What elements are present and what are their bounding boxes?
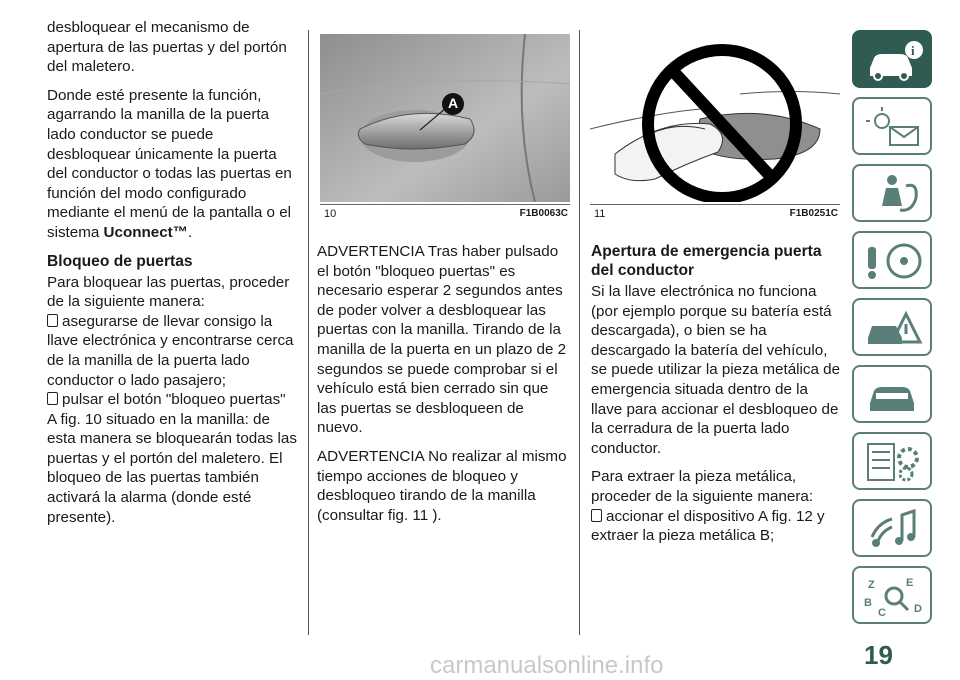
figure-rule [590, 204, 840, 205]
maintenance-icon [862, 373, 926, 419]
watermark: carmanualsonline.info [430, 652, 664, 679]
svg-text:Z: Z [868, 579, 875, 591]
paragraph: desbloquear el mecanismo de apertura de las puertas y del portón del maletero. [47, 19, 287, 76]
svg-text:C: C [878, 607, 886, 619]
bullet-item [47, 312, 297, 390]
safety-icon [862, 172, 926, 218]
tab-warning-lights[interactable] [852, 97, 932, 155]
figure-rule [320, 204, 570, 205]
bullet-icon [47, 314, 58, 327]
emergency-icon [862, 306, 926, 352]
paragraph: Si la llave electrónica no funciona (por ejemplo porque su batería está descargada), o bien se ha descargado la batería del vehículo, se puede utilizar la pieza metálica de emergencia situada dentro de la llave para accionar el desbloqueo de la cerradura de la puerta lado conductor. [591, 283, 841, 457]
figure-number: 11 [594, 208, 606, 220]
figure-code: F1B0063C [519, 208, 568, 219]
prohibition-image [590, 34, 840, 202]
svg-text:E: E [906, 577, 914, 589]
bullet-item [591, 507, 843, 546]
svg-text:D: D [914, 603, 922, 615]
section-heading: Bloqueo de puertas [47, 252, 193, 270]
tab-car-info[interactable] [852, 30, 932, 88]
figure-code: F1B0251C [789, 208, 838, 219]
svg-text:B: B [864, 597, 872, 609]
figure-10 [320, 34, 570, 224]
specs-icon [862, 440, 926, 486]
bullet-item [47, 390, 297, 527]
figure-number: 10 [324, 208, 337, 220]
bullet-text: asegurarse de llevar consigo la llave electrónica y encontrarse cerca de la manilla de la puerta lado conductor o lado pasajero; [47, 312, 294, 389]
bullet-text: accionar el dispositivo A fig. 12 y extraer la pieza metálica B; [591, 507, 825, 545]
driving-icon [862, 239, 926, 285]
bullet-icon [47, 392, 58, 405]
warning-paragraph: ADVERTENCIA No realizar al mismo tiempo acciones de bloqueo y desbloqueo tirando de la manilla (consultar fig. 11 ). [317, 447, 567, 524]
text: Donde esté presente la función, agarrando la manilla de la puerta lado conductor se puede desbloquear únicamente la puerta del conductor o todas las puertas en función del modo configurado mediante el menú de la pantalla o el sistema [47, 86, 292, 241]
tab-maintenance[interactable] [852, 365, 932, 423]
column-middle [317, 242, 569, 534]
svg-text:i: i [911, 43, 915, 58]
paragraph [47, 86, 297, 243]
tab-driving[interactable] [852, 231, 932, 289]
callout-a: A [448, 95, 459, 111]
paragraph: Para extraer la pieza metálica, proceder de la siguiente manera: [591, 468, 814, 505]
tab-index[interactable] [852, 566, 932, 624]
column-divider [308, 30, 309, 635]
column-left [47, 18, 297, 527]
figure-11 [590, 34, 840, 224]
bullet-text: pulsar el botón "bloqueo puertas" A fig. 10 situado en la manilla: de esta manera se bloquearán todas las puertas y el portón del maletero. El bloqueo de las puertas también activará la alarma (donde esté presente). [47, 391, 297, 526]
paragraph: Para bloquear las puertas, proceder de la siguiente manera: [47, 273, 290, 311]
tab-specs[interactable] [852, 432, 932, 490]
column-divider [579, 30, 580, 635]
tab-emergency[interactable] [852, 298, 932, 356]
page-number: 19 [864, 640, 893, 670]
multimedia-icon [862, 507, 926, 553]
bullet-icon [591, 509, 602, 522]
tab-multimedia[interactable] [852, 499, 932, 557]
door-handle-image [320, 34, 570, 202]
index-icon [862, 574, 926, 620]
warning-lights-icon [862, 105, 926, 151]
section-heading: Apertura de emergencia puerta del conductor [591, 243, 822, 279]
text: . [187, 223, 193, 241]
tab-safety[interactable] [852, 164, 932, 222]
uconnect-text: Uconnect™ [103, 223, 188, 241]
car-info-icon [862, 38, 926, 84]
warning-paragraph: ADVERTENCIA Tras haber pulsado el botón "bloqueo puertas" es necesario esperar 2 segundos antes de poder volver a desbloquear las puertas con la manilla. Tirando de la manilla de la puerta en un plazo de 2 segundos se puede comprobar si el vehículo está bien cerrado sin que las puertas se desbloqueen de nuevo. [317, 243, 567, 437]
column-right [591, 242, 843, 546]
